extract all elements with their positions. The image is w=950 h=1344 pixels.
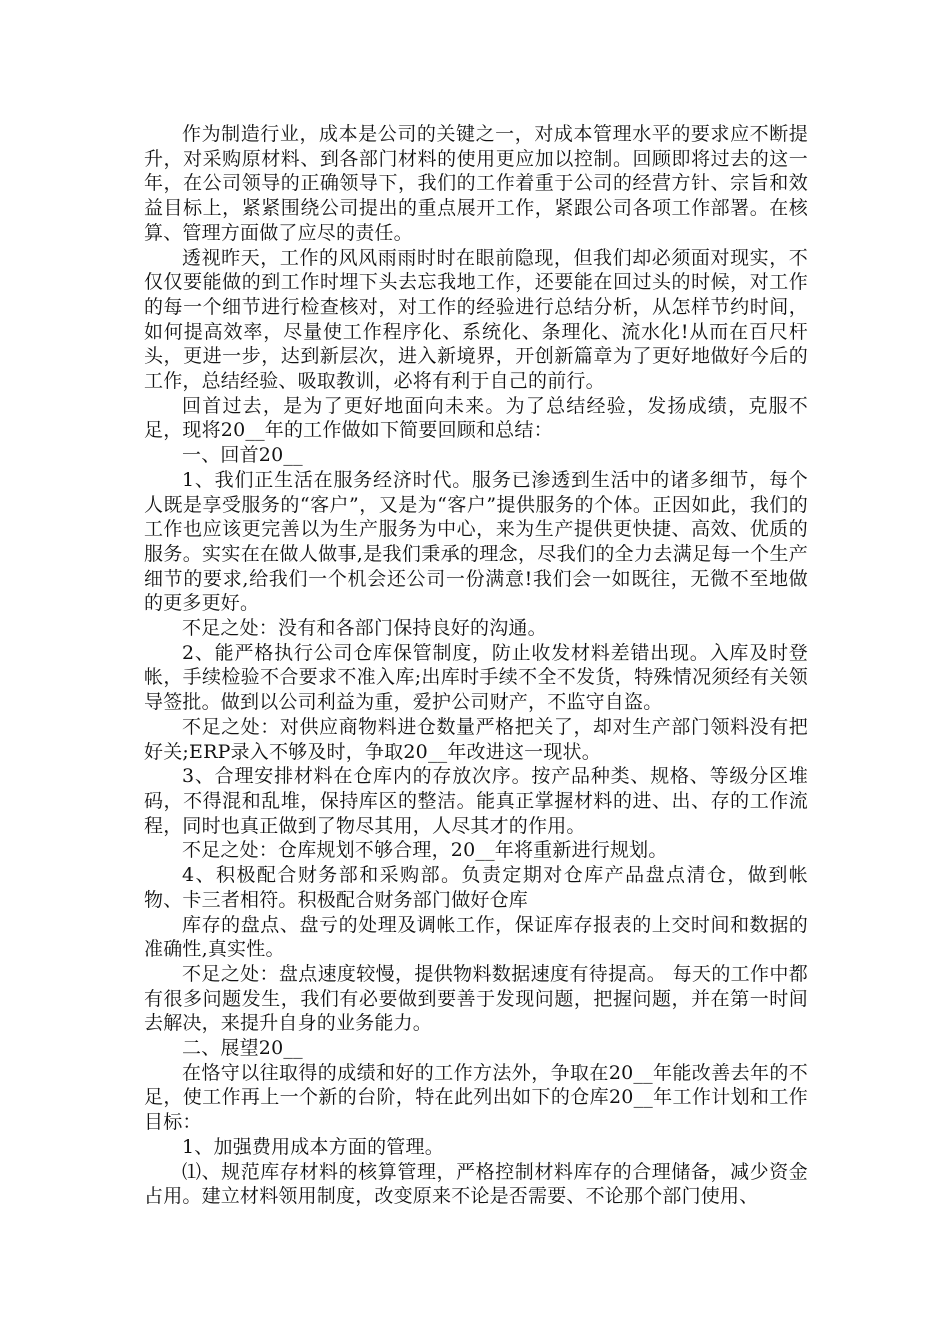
paragraph: 1、加强费用成本方面的管理。 <box>182 1135 444 1158</box>
paragraph: 在恪守以往取得的成绩和好的工作方法外，争取在20__年能改善去年的不足，使工作再上一个新的台阶，特在此列出如下的仓库20__年工作计划和工作目标： <box>144 1061 808 1134</box>
paragraph: 不足之处：盘点速度较慢，提供物料数据速度有待提高。 每天的工作中都有很多问题发生，我们有必要做到要善于发现问题，把握问题，并在第一时间去解决，来提升自身的业务能力。 <box>144 962 808 1035</box>
paragraph: 不足之处：对供应商物料进仓数量严格把关了，却对生产部门领料没有把好关;ERP录入不够及时，争取20__年改进这一现状。 <box>144 715 808 763</box>
paragraph: 2、能严格执行公司仓库保管制度，防止收发材料差错出现。入库及时登帐，手续检验不合要求不准入库;出库时手续不全不发货，特殊情况须经有关领导签批。做到以公司利益为重，爱护公司财产，不监守自盗。 <box>144 641 808 714</box>
paragraph: ⑴、规范库存材料的核算管理，严格控制材料库存的合理储备，减少资金占用。建立材料领用制度，改变原来不论是否需要、不论那个部门使用、 <box>144 1160 808 1208</box>
paragraph: 回首过去，是为了更好地面向未来。为了总结经验，发扬成绩，克服不足，现将20__年的工作做如下简要回顾和总结： <box>144 394 808 442</box>
paragraph: 作为制造行业，成本是公司的关键之一，对成本管理水平的要求应不断提升，对采购原材料、到各部门材料的使用更应加以控制。回顾即将过去的这一年，在公司领导的正确领导下，我们的工作着重于公司的经营方针、宗旨和效益目标上，紧紧围绕公司提出的重点展开工作，紧跟公司各项工作部署。在核算、管理方面做了应尽的责任。 <box>144 123 808 244</box>
paragraph: 3、合理安排材料在仓库内的存放次序。按产品种类、规格、等级分区堆码，不得混和乱堆，保持库区的整洁。能真正掌握材料的进、出、存的工作流程，同时也真正做到了物尽其用，人尽其才的作用。 <box>144 765 808 837</box>
paragraph: 不足之处：仓库规划不够合理，20__年将重新进行规划。 <box>182 839 668 862</box>
paragraph: 1、我们正生活在服务经济时代。服务已渗透到生活中的诸多细节，每个人既是享受服务的“客户”，又是为“客户”提供服务的个体。正因如此，我们的工作也应该更完善以为生产服务为中心，来为生产提供更快捷、高效、优质的服务。实实在在做人做事,是我们秉承的理念，尽我们的全力去满足每一个生产细节的要求,给我们一个机会还公司一份满意!我们会一如既往，无微不至地做的更多更好。 <box>144 468 808 615</box>
section-heading: 二、展望20__ <box>182 1037 303 1060</box>
paragraph: 4、积极配合财务部和采购部。负责定期对仓库产品盘点清仓，做到帐物、卡三者相符。积极配合财务部门做好仓库 <box>144 864 808 911</box>
document-body <box>144 122 808 1209</box>
paragraph: 不足之处：没有和各部门保持良好的沟通。 <box>182 617 547 640</box>
paragraph: 库存的盘点、盘亏的处理及调帐工作，保证库存报表的上交时间和数据的准确性,真实性。 <box>144 913 808 961</box>
paragraph: 透视昨天，工作的风风雨雨时时在眼前隐现，但我们却必须面对现实，不仅仅要能做的到工作时埋下头去忘我地工作，还要能在回过头的时候，对工作的每一个细节进行检查核对，对工作的经验进行总结分析，从怎样节约时间，如何提高效率，尽量使工作程序化、系统化、条理化、流水化!从而在百尺杆头，更进一步，达到新层次，进入新境界，开创新篇章为了更好地做好今后的工作，总结经验、吸取教训，必将有利于自己的前行。 <box>144 246 808 393</box>
section-heading: 一、回首20__ <box>182 444 303 467</box>
